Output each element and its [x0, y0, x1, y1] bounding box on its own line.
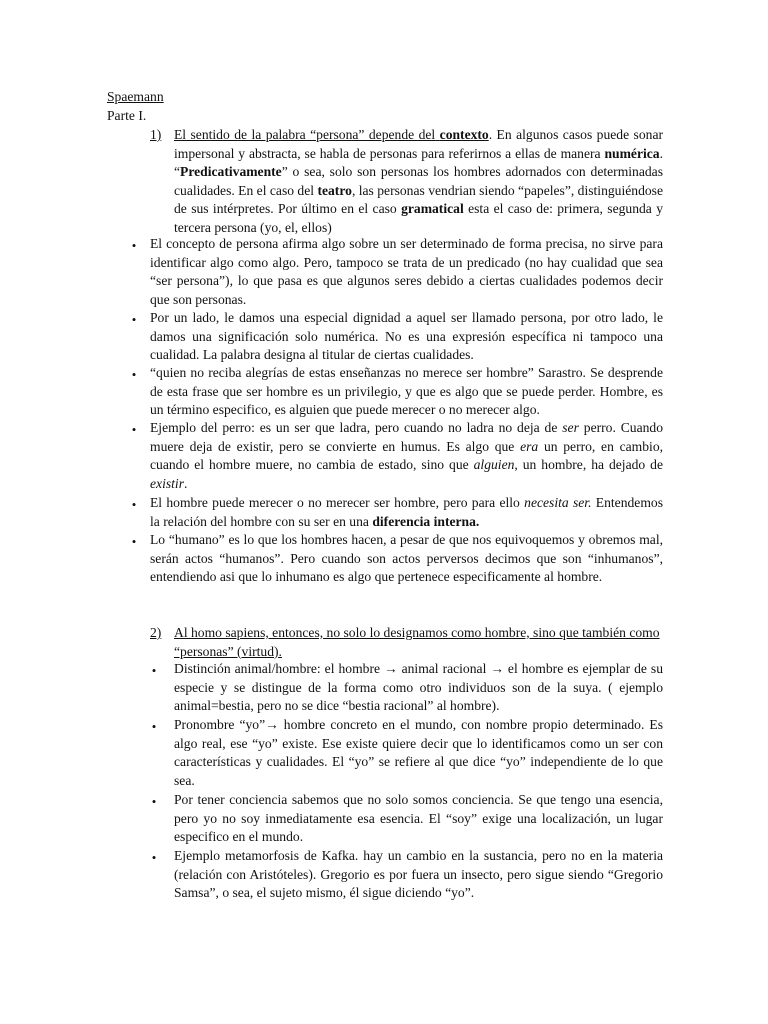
section-2-heading: Al homo sapiens, entonces, no solo lo designamos como hombre, sino que también como “personas” (virtud). [174, 625, 660, 659]
bullet-mark: • [131, 422, 137, 437]
bullet-text: Ejemplo del perro: es un ser que ladra, pero cuando no ladra no deja de ser perro. Cuando muere deja de existir, pero se convierte en humus. Es algo que era un perro, en cambio, cuando el hombre muere, no cambia de estado, sino que alguien, un hombre, ha dejado de existir. [150, 420, 664, 491]
bullet-mark: • [151, 794, 157, 809]
bullet-text: El concepto de persona afirma algo sobre un ser determinado de forma precisa, no sirve para identificar algo como algo. Pero, tampoco se trata de un predicado (no hay cualidad que sea “ser persona”), lo que pasa es que algunos seres debido a ciertas cualidades podemos decir que son personas. [150, 236, 663, 307]
bullet-mark: • [131, 312, 137, 327]
bullet-mark: • [151, 663, 157, 678]
bullet-mark: • [131, 367, 137, 382]
bullet-text: Lo “humano” es lo que los hombres hacen, a pesar de que nos equivoquemos y obremos mal, serán actos “humanos”. Pero cuando son actos perversos decimos que son “inhumanos”, entendiendo asi que lo inhumano es algo que pertenece especificamente al hombre. [150, 532, 663, 585]
author-heading: Spaemann [107, 89, 164, 104]
bullet-text: Pronombre “yo”→ hombre concreto en el mundo, con nombre propio determinado. Es algo real, ese “yo” existe. Ese existe quiere decir que lo identificamos como un ser con características y cualidades. El “yo” se refiere al que dice “yo” independiente de lo que sea. [174, 717, 663, 788]
bullet-mark: • [151, 719, 157, 734]
bullet-text: Distinción animal/hombre: el hombre → animal racional → el hombre es ejemplar de su especie y se distingue de la forma como otro individuos son de la suya. ( ejemplo animal=bestia, pero no se dice “bestia racional” al hombre). [174, 661, 663, 714]
section-1-number: 1) [150, 127, 162, 142]
bullet-mark: • [131, 238, 137, 253]
bullet-text: “quien no reciba alegrías de estas enseñanzas no merece ser hombre” Sarastro. Se desprende de esta frase que ser hombre es un privilegio, y que es algo que se puede perder. Hombre, es un término especifico, es alguien que puede merecer o no merecer algo. [150, 365, 663, 418]
bullet-mark: • [151, 850, 157, 865]
bullet-text: El hombre puede merecer o no merecer ser hombre, pero para ello necesita ser. Entendemos la relación del hombre con su ser en una diferencia interna. [150, 495, 663, 529]
bullet-mark: • [131, 497, 137, 512]
bullet-text: Por tener conciencia sabemos que no solo somos conciencia. Se que tengo una esencia, pero yo no soy inmediatamente esa esencia. El “soy” exige una localización, un lugar especifico en el mundo. [174, 792, 663, 845]
section-1-paragraph: El sentido de la palabra “persona” depende del contexto. En algunos casos puede sonar impersonal y abstracta, se habla de personas para referirnos a ellas de manera numérica. “Predicativamente” o sea, solo son personas los hombres adornados con determinadas cualidades. En el caso del teatro, las personas vendrian siendo “papeles”, distinguiéndose de sus intérpretes. Por último en el caso gramatical esta el caso de: primera, segunda y tercera persona (yo, el, ellos) [174, 127, 664, 235]
section-2-number: 2) [150, 625, 162, 640]
part-heading: Parte I. [107, 108, 147, 123]
bullet-text: Ejemplo metamorfosis de Kafka. hay un cambio en la sustancia, pero no en la materia (relación con Aristóteles). Gregorio es por fuera un insecto, pero sigue siendo “Gregorio Samsa”, o sea, el sujeto mismo, él sigue diciendo “yo”. [174, 848, 663, 901]
section-1-heading: El sentido de la palabra “persona” depende del contexto [174, 127, 489, 142]
bullet-mark: • [131, 534, 137, 549]
bullet-text: Por un lado, le damos una especial dignidad a aquel ser llamado persona, por otro lado, le damos una significación solo numérica. No es una expresión específica ni tampoco una cualidad. La palabra designa al titular de ciertas cualidades. [150, 310, 663, 363]
